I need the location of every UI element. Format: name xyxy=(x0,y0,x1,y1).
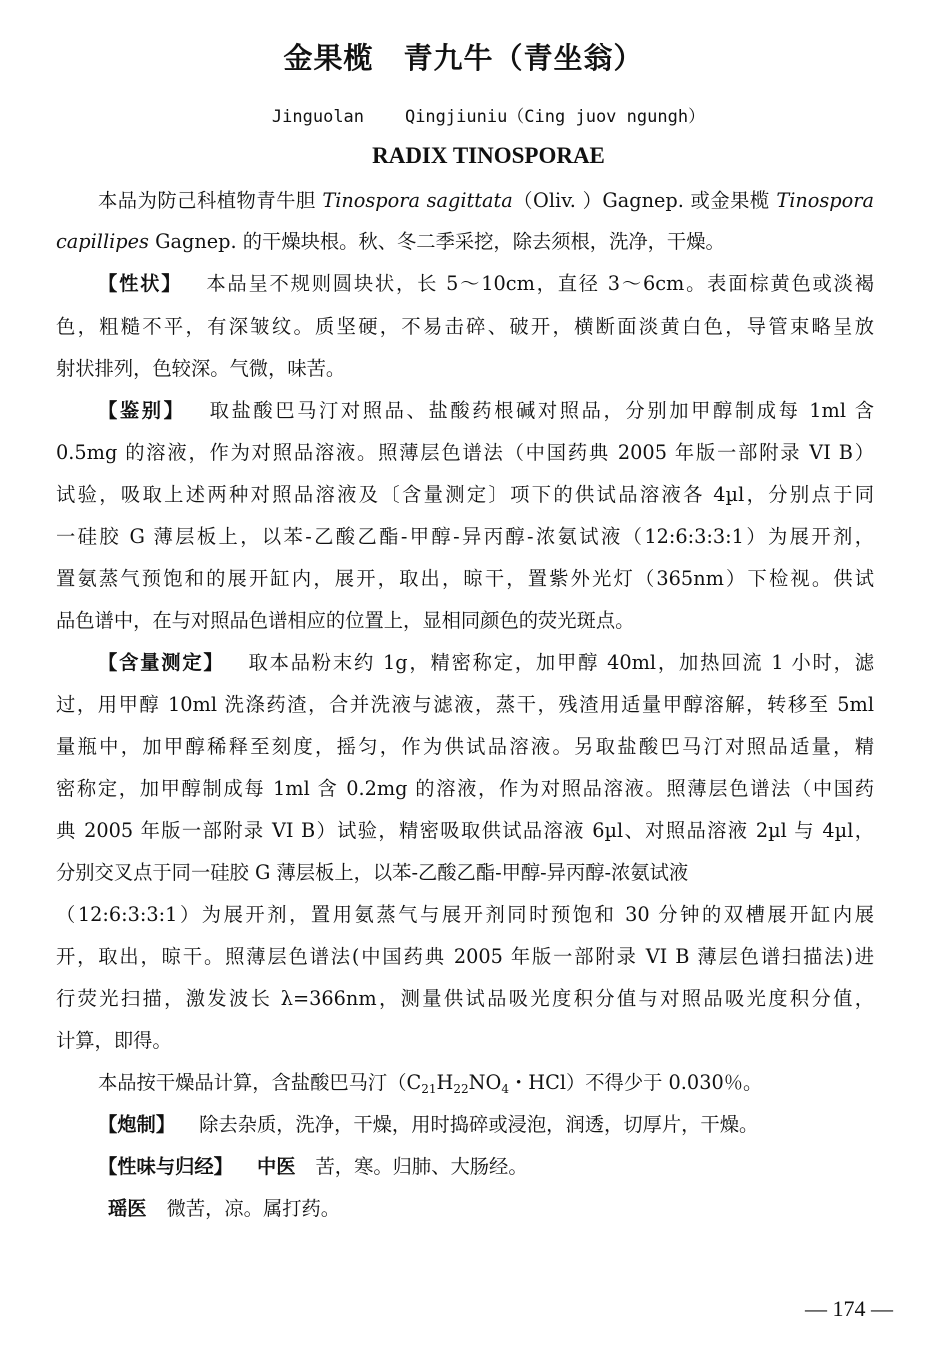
xingzhuang-line-1: 【性状】 本品呈不规则圆块状，长 5～10cm，直径 3～6cm。表面棕黄色或淡褐 xyxy=(98,272,874,295)
jianbie-line-1: 【鉴别】 取盐酸巴马汀对照品、盐酸药根碱对照品，分别加甲醇制成每 1ml 含 xyxy=(98,399,874,422)
jianbie-heading: 【鉴别】 xyxy=(98,399,186,422)
yao-label: 瑶医 xyxy=(108,1197,147,1220)
jianbie-line-2: 0.5mg 的溶液，作为对照品溶液。照薄层色谱法（中国药典 2005 年版一部附录 VI B） xyxy=(56,441,874,464)
pinyin-subtitle: Jinguolan Qingjiuniu（Cing juov ngungh） xyxy=(271,107,706,127)
intro-line-2: capillipes Gagnep. 的干燥块根。秋、冬二季采挖，除去须根，洗净，干燥。 xyxy=(56,230,725,253)
jianbie-line-5: 置氨蒸气预饱和的展开缸内，展开，取出，晾干，置紫外光灯（365nm）下检视。供试 xyxy=(56,567,874,590)
hanliang-line-2: 过，用甲醇 10ml 洗涤药渣，合并洗液与滤液，蒸干，残渣用适量甲醇溶解，转移至 5ml xyxy=(56,693,874,716)
latin-name: RADIX TINOSPORAE xyxy=(372,143,605,168)
paozhi-line: 【炮制】 除去杂质，洗净，干燥，用时捣碎或浸泡，润透，切厚片，干燥。 xyxy=(98,1113,759,1136)
tcm-label: 中医 xyxy=(256,1155,296,1178)
hanliang-line-8: 开，取出，晾干。照薄层色谱法(中国药典 2005 年版一部附录 VI B 薄层色谱扫描法)进 xyxy=(56,945,874,968)
hanliang-line-7: （12:6:3:3:1）为展开剂，置用氨蒸气与展开剂同时预饱和 30 分钟的双槽展开缸内展 xyxy=(56,903,874,926)
hanliang-content-line: 本品按干燥品计算，含盐酸巴马汀（$C_{21}H_{22}NO_4$・HCl）不得少于 0.030％。 xyxy=(98,1071,763,1096)
page-title: 金果榄 青九牛（青坐翁） xyxy=(283,41,644,75)
intro-line-1: 本品为防己科植物青牛胆 Tinospora sagittata（Oliv. ）Gagnep. 或金果榄 Tinospora xyxy=(98,189,874,212)
hanliang-line-4: 密称定，加甲醇制成每 1ml 含 0.2mg 的溶液，作为对照品溶液。照薄层色谱法（中国药 xyxy=(56,777,874,800)
hanliang-line-6: 分别交叉点于同一硅胶 G 薄层板上，以苯-乙酸乙酯-甲醇-异丙醇-浓氨试液 xyxy=(56,861,689,884)
xingzhuang-line-2: 色，粗糙不平，有深皱纹。质坚硬，不易击碎、破开，横断面淡黄白色，导管束略呈放 xyxy=(56,315,874,338)
hanliang-line-3: 量瓶中，加甲醇稀释至刻度，摇匀，作为供试品溶液。另取盐酸巴马汀对照品适量，精 xyxy=(56,735,874,758)
xingwei-line-yao: 瑶医 微苦，凉。属打药。 xyxy=(108,1197,341,1220)
xingzhuang-line-3: 射状排列，色较深。气微，味苦。 xyxy=(56,357,346,380)
paozhi-heading: 【炮制】 xyxy=(98,1113,176,1136)
hanliang-line-10: 计算，即得。 xyxy=(56,1029,172,1052)
hanliang-line-5: 典 2005 年版一部附录 VI B）试验，精密吸取供试品溶液 6µl、对照品溶液 2µl 与 4µl， xyxy=(56,819,874,842)
hanliang-heading: 【含量测定】 xyxy=(98,651,225,674)
xingwei-line-tcm: 【性味与归经】 中医 苦，寒。归肺、大肠经。 xyxy=(98,1155,528,1178)
hanliang-line-1: 【含量测定】 取本品粉末约 1g，精密称定，加甲醇 40ml，加热回流 1 小时，滤 xyxy=(98,651,875,674)
page-number: — 174 — xyxy=(805,1296,893,1321)
jianbie-line-4: 一硅胶 G 薄层板上，以苯-乙酸乙酯-甲醇-异丙醇-浓氨试液（12:6:3:3:1）为展开剂， xyxy=(56,525,874,548)
jianbie-line-6: 品色谱中，在与对照品色谱相应的位置上，显相同颜色的荧光斑点。 xyxy=(56,609,635,632)
jianbie-line-3: 试验，吸取上述两种对照品溶液及〔含量测定〕项下的供试品溶液各 4µl，分别点于同 xyxy=(56,483,874,506)
xingwei-heading: 【性味与归经】 xyxy=(98,1155,233,1178)
hanliang-line-9: 行荧光扫描，激发波长 λ=366nm，测量供试品吸光度积分值与对照品吸光度积分值， xyxy=(56,987,874,1010)
xingzhuang-heading: 【性状】 xyxy=(98,272,183,295)
